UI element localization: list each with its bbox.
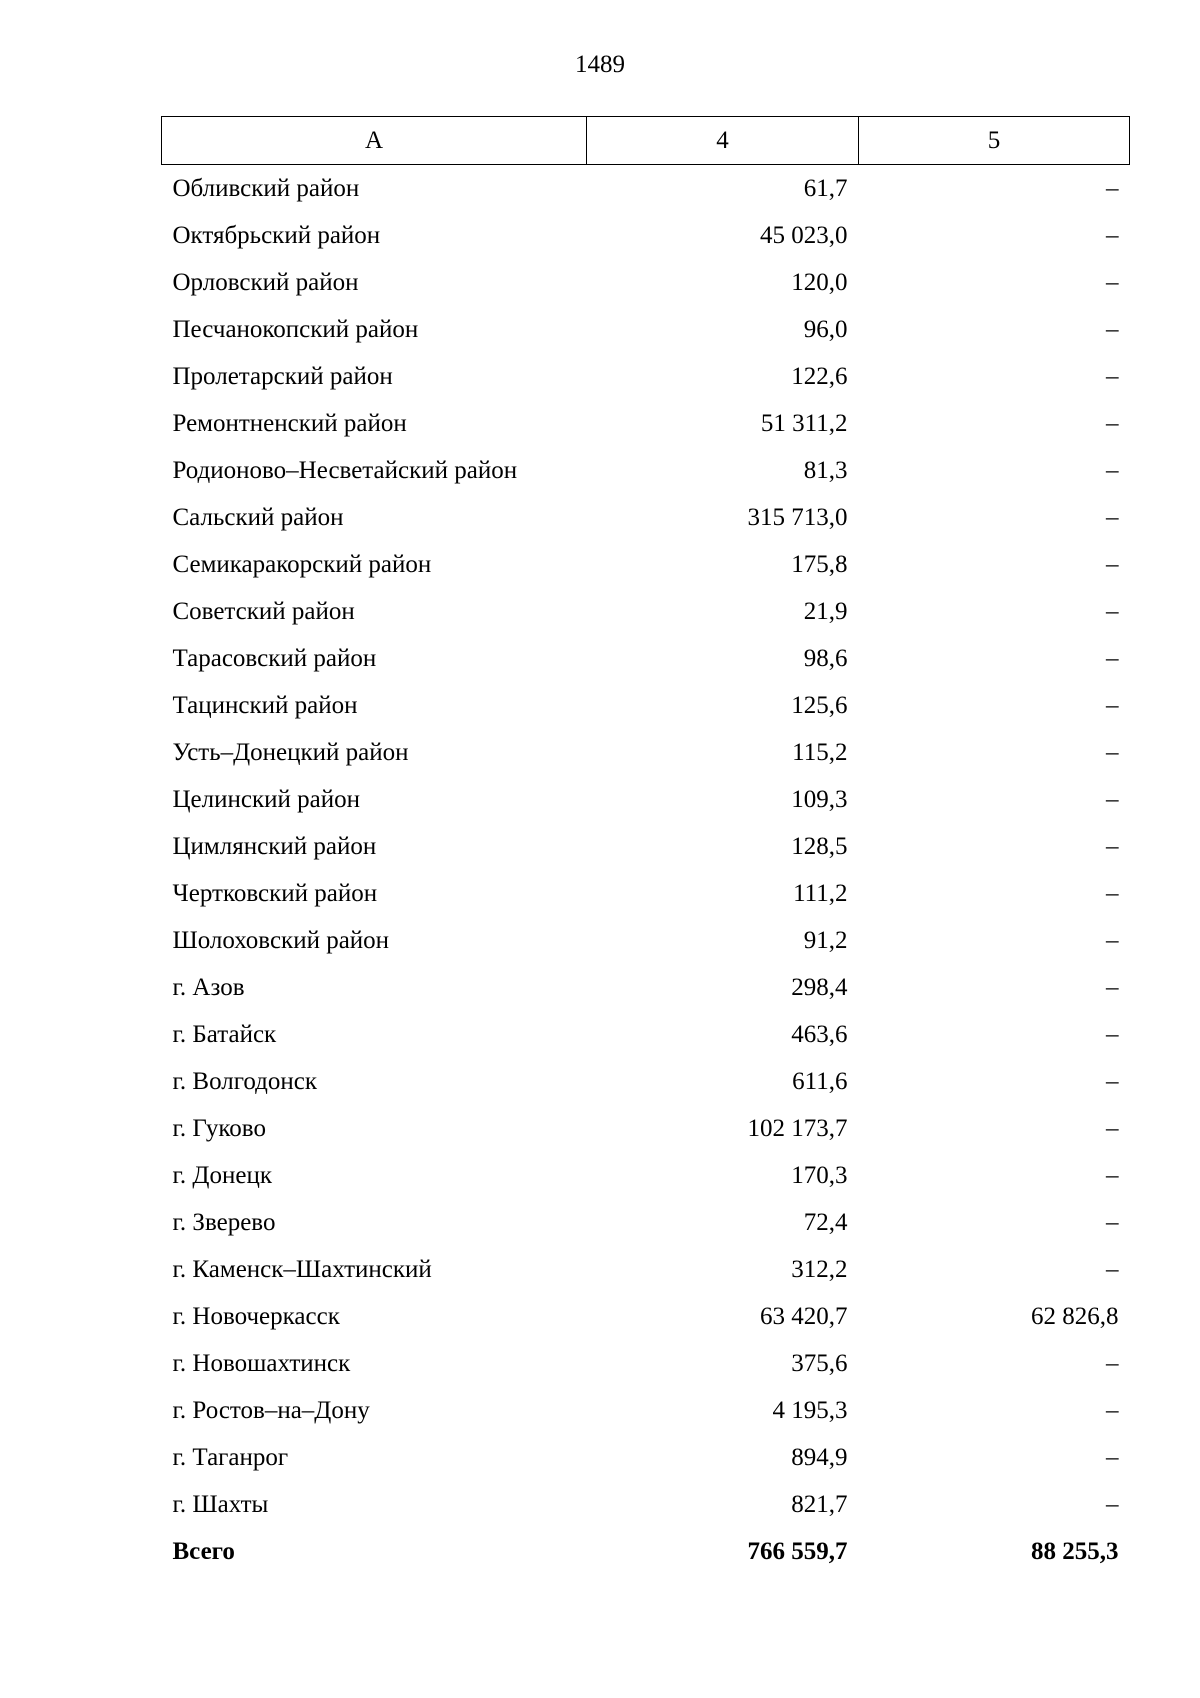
- district-name: Обливский район: [172, 174, 360, 202]
- district-name: г. Новочеркасск: [172, 1302, 340, 1330]
- column-5-value: –: [1106, 879, 1119, 907]
- table-row: [162, 776, 1130, 823]
- column-4-value: 821,7: [791, 1490, 848, 1518]
- column-4-value: 21,9: [803, 597, 848, 625]
- column-4-value: 109,3: [791, 785, 848, 813]
- column-5-value: –: [1106, 785, 1119, 813]
- table-row: [162, 964, 1130, 1011]
- column-5-value: –: [1106, 1349, 1119, 1377]
- column-header-a: А: [162, 117, 587, 165]
- district-name: Пролетарский район: [172, 362, 393, 390]
- district-name: г. Батайск: [172, 1020, 277, 1048]
- column-5-value: –: [1106, 832, 1119, 860]
- district-name: Цимлянский район: [172, 832, 377, 860]
- table-row: [162, 917, 1130, 964]
- district-name: Родионово–Несветайский район: [172, 456, 518, 484]
- table-row: [162, 1481, 1130, 1528]
- table-row: [162, 259, 1130, 306]
- table-row: [162, 1387, 1130, 1434]
- column-5-value: 62 826,8: [1031, 1302, 1119, 1330]
- column-5-value: –: [1106, 926, 1119, 954]
- column-5-value: –: [1106, 738, 1119, 766]
- district-name: Тарасовский район: [172, 644, 377, 672]
- column-header-4: 4: [587, 117, 859, 165]
- table-row: [162, 353, 1130, 400]
- total-row: [162, 1528, 1130, 1575]
- page-number: 1489: [575, 51, 625, 78]
- column-5-value: –: [1106, 973, 1119, 1001]
- total-column-4: 766 559,7: [747, 1537, 848, 1565]
- table-row: [162, 1058, 1130, 1105]
- table-row: [162, 447, 1130, 494]
- column-4-value: 298,4: [791, 973, 848, 1001]
- district-name: Целинский район: [172, 785, 360, 813]
- column-4-value: 61,7: [803, 174, 848, 202]
- district-name: г. Волгодонск: [172, 1067, 318, 1095]
- district-name: Усть–Донецкий район: [172, 738, 409, 766]
- total-column-5: 88 255,3: [1031, 1537, 1119, 1565]
- column-5-value: –: [1106, 1161, 1119, 1189]
- column-4-value: 4 195,3: [772, 1396, 848, 1424]
- district-name: г. Донецк: [172, 1161, 272, 1189]
- column-5-value: –: [1106, 1114, 1119, 1142]
- column-4-value: 315 713,0: [747, 503, 848, 531]
- column-4-value: 98,6: [803, 644, 848, 672]
- district-name: Советский район: [172, 597, 355, 625]
- column-5-value: –: [1106, 1067, 1119, 1095]
- column-4-value: 81,3: [803, 456, 848, 484]
- district-name: г. Шахты: [172, 1490, 269, 1518]
- table-row: [162, 1199, 1130, 1246]
- column-4-value: 63 420,7: [760, 1302, 848, 1330]
- column-5-value: –: [1106, 1490, 1119, 1518]
- district-name: г. Ростов–на–Дону: [172, 1396, 370, 1424]
- column-5-value: –: [1106, 221, 1119, 249]
- column-5-value: –: [1106, 691, 1119, 719]
- table-row: [162, 635, 1130, 682]
- column-4-value: 45 023,0: [760, 221, 848, 249]
- table-row: [162, 1434, 1130, 1481]
- column-5-value: –: [1106, 1443, 1119, 1471]
- column-4-value: 72,4: [803, 1208, 848, 1236]
- column-5-value: –: [1106, 362, 1119, 390]
- table-row: [162, 494, 1130, 541]
- table-row: [162, 1105, 1130, 1152]
- district-name: г. Зверево: [172, 1208, 276, 1236]
- district-name: Орловский район: [172, 268, 359, 296]
- district-name: Семикаракорский район: [172, 550, 432, 578]
- table-row: [162, 1152, 1130, 1199]
- table-row: [162, 212, 1130, 259]
- table-row: [162, 165, 1130, 213]
- district-name: Чертковский район: [172, 879, 378, 907]
- column-4-value: 102 173,7: [747, 1114, 848, 1142]
- table-row: [162, 306, 1130, 353]
- district-name: Сальский район: [172, 503, 344, 531]
- table-row: [162, 1011, 1130, 1058]
- column-5-value: –: [1106, 315, 1119, 343]
- column-5-value: –: [1106, 1255, 1119, 1283]
- column-4-value: 96,0: [803, 315, 848, 343]
- district-name: Октябрьский район: [172, 221, 381, 249]
- column-5-value: –: [1106, 456, 1119, 484]
- column-4-value: 170,3: [791, 1161, 848, 1189]
- column-4-value: 111,2: [793, 879, 848, 907]
- table-row: [162, 541, 1130, 588]
- table-row: [162, 1246, 1130, 1293]
- district-name: г. Новошахтинск: [172, 1349, 351, 1377]
- column-5-value: –: [1106, 409, 1119, 437]
- data-table: [161, 116, 1130, 1575]
- column-header-5: 5: [859, 117, 1130, 165]
- column-4-value: 128,5: [791, 832, 848, 860]
- table-row: [162, 1340, 1130, 1387]
- column-4-value: 122,6: [791, 362, 848, 390]
- district-name: Тацинский район: [172, 691, 358, 719]
- column-4-value: 611,6: [792, 1067, 848, 1095]
- column-4-value: 175,8: [791, 550, 848, 578]
- column-4-value: 312,2: [791, 1255, 848, 1283]
- district-name: Песчанокопский район: [172, 315, 419, 343]
- table-row: [162, 682, 1130, 729]
- column-5-value: –: [1106, 1020, 1119, 1048]
- table-header-row: [162, 117, 1130, 165]
- column-5-value: –: [1106, 1396, 1119, 1424]
- district-name: Ремонтненский район: [172, 409, 407, 437]
- district-name: г. Гуково: [172, 1114, 266, 1142]
- table-row: [162, 588, 1130, 635]
- district-name: г. Каменск–Шахтинский: [172, 1255, 432, 1283]
- column-5-value: –: [1106, 1208, 1119, 1236]
- column-4-value: 115,2: [792, 738, 848, 766]
- column-4-value: 91,2: [803, 926, 848, 954]
- table-body: [162, 165, 1130, 1576]
- table-row: [162, 870, 1130, 917]
- table-row: [162, 1293, 1130, 1340]
- column-4-value: 894,9: [791, 1443, 848, 1471]
- total-label: Всего: [172, 1537, 235, 1565]
- district-name: Шолоховский район: [172, 926, 390, 954]
- column-4-value: 463,6: [791, 1020, 848, 1048]
- column-5-value: –: [1106, 503, 1119, 531]
- column-5-value: –: [1106, 550, 1119, 578]
- column-5-value: –: [1106, 597, 1119, 625]
- district-name: г. Таганрог: [172, 1443, 289, 1471]
- column-5-value: –: [1106, 644, 1119, 672]
- table-row: [162, 729, 1130, 776]
- column-4-value: 125,6: [791, 691, 848, 719]
- column-5-value: –: [1106, 268, 1119, 296]
- table-row: [162, 400, 1130, 447]
- column-4-value: 51 311,2: [760, 409, 848, 437]
- column-5-value: –: [1106, 174, 1119, 202]
- table-row: [162, 823, 1130, 870]
- column-4-value: 375,6: [791, 1349, 848, 1377]
- district-name: г. Азов: [172, 973, 245, 1001]
- column-4-value: 120,0: [791, 268, 848, 296]
